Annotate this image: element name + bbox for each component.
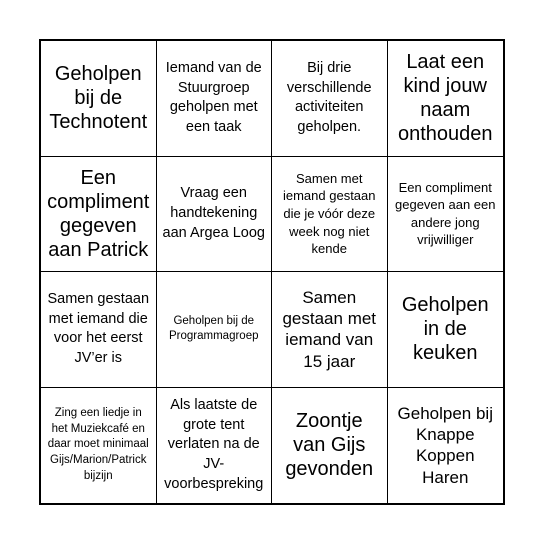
bingo-square-3[interactable] (272, 41, 388, 157)
bingo-square-text: Samen gestaan met iemand van 15 jaar (282, 287, 377, 371)
bingo-square-11[interactable] (272, 272, 388, 388)
bingo-square-text: Als laatste de grote tent verlaten na de JV-voorbespreking (164, 397, 264, 492)
bingo-square-8[interactable] (388, 157, 504, 273)
bingo-square-text: Geholpen bij Knappe Koppen Haren (397, 403, 493, 487)
bingo-square-5[interactable] (41, 157, 157, 273)
bingo-square-text: Een compliment gegeven aan Patrick (47, 166, 150, 261)
bingo-square-text: Samen gestaan met iemand die voor het eerst JV’er is (47, 291, 150, 366)
bingo-square-text: Vraag een handtekening aan Argea Loog (162, 185, 265, 241)
bingo-square-13[interactable] (41, 388, 157, 504)
bingo-square-9[interactable] (41, 272, 157, 388)
bingo-square-4[interactable] (388, 41, 504, 157)
bingo-square-text: Laat een kind jouw naam onthouden (397, 51, 493, 146)
bingo-square-7[interactable] (272, 157, 388, 273)
bingo-square-16[interactable] (388, 388, 504, 504)
bingo-square-10[interactable] (157, 272, 273, 388)
bingo-square-text: Bij drie verschillende activiteiten geholpen. (286, 60, 372, 135)
bingo-square-text: Iemand van de Stuurgroep geholpen met een taak (165, 60, 262, 135)
bingo-square-14[interactable] (157, 388, 273, 504)
bingo-square-text: Zoontje van Gijs gevonden (285, 410, 374, 481)
bingo-card (39, 39, 505, 505)
bingo-square-text: Samen met iemand gestaan die je vóór deze week nog niet kende (282, 170, 376, 257)
bingo-square-2[interactable] (157, 41, 273, 157)
bingo-square-text: Geholpen in de keuken (401, 294, 489, 365)
bingo-square-15[interactable] (272, 388, 388, 504)
bingo-square-text: Geholpen bij de Technotent (49, 63, 148, 134)
bingo-square-text: Zing een liedje in het Muziekcafé en daar moet minimaal Gijs/Marion/Patrick bijzijn (47, 407, 149, 482)
bingo-square-1[interactable] (41, 41, 157, 157)
bingo-square-6[interactable] (157, 157, 273, 273)
bingo-square-12[interactable] (388, 272, 504, 388)
bingo-square-text: Geholpen bij de Programmagroep (169, 314, 259, 343)
bingo-square-text: Een compliment gegeven aan een andere jong vrijwilliger (395, 179, 496, 248)
